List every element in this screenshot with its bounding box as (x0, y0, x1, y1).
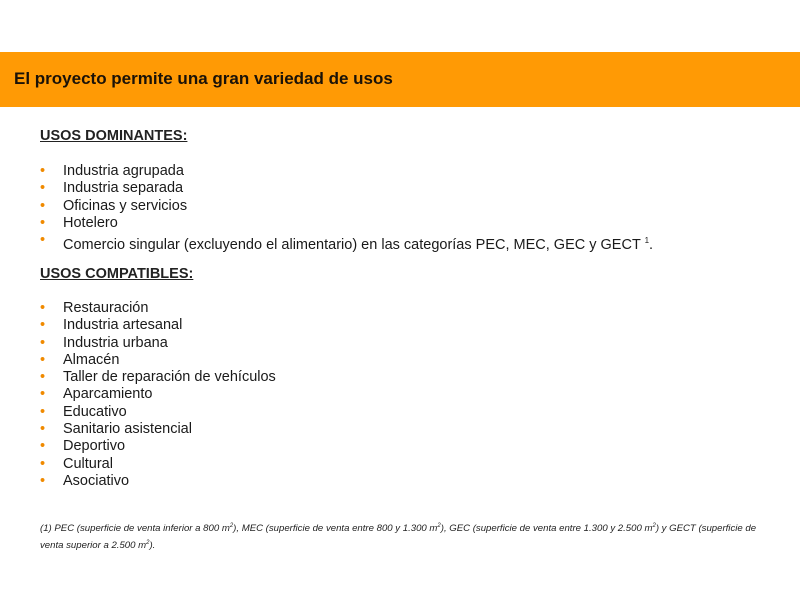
sup: 2 (229, 523, 234, 529)
bullet-icon: • (40, 403, 46, 420)
period: . (649, 237, 654, 254)
bullet-icon: • (40, 214, 46, 231)
footnote-text: ). (149, 540, 156, 551)
compatibles-list (40, 300, 276, 490)
footnote-text: ), GEC (superficie de venta entre 1.300 y 2.500 m (440, 523, 653, 534)
footnote-ref: 1 (644, 236, 650, 246)
list-item: • Hotelero (40, 214, 118, 231)
list-item: • Asociativo (40, 472, 130, 489)
list-item: • Educativo (40, 403, 127, 420)
bullet-icon: • (40, 197, 46, 214)
dominantes-list (40, 163, 654, 254)
bullet-icon: • (40, 317, 46, 334)
list-item: • Comercio singular (excluyendo el alimentario) en las categorías PEC, MEC, GEC y GECT $^1$. (40, 232, 654, 254)
compatibles-heading: USOS COMPATIBLES: (40, 266, 194, 282)
list-item: • Cultural (40, 455, 113, 472)
bullet-icon: • (40, 163, 46, 179)
footnote-text: ) y GECT (superficie de venta superior a 2.500 m (40, 523, 757, 551)
list-item: • Oficinas y servicios (40, 197, 188, 214)
bullet-icon: • (40, 232, 46, 249)
list-item: • Deportivo (40, 438, 126, 455)
bullet-icon: • (40, 334, 46, 351)
title-band (0, 52, 800, 107)
list-item: • Industria urbana (40, 334, 168, 351)
bullet-icon: • (40, 421, 46, 438)
list-item: • Aparcamiento (40, 386, 153, 403)
list-item: • Almacén (40, 351, 120, 368)
footnote (40, 519, 760, 553)
bullet-icon: • (40, 369, 46, 386)
sup: 2 (437, 523, 441, 529)
bullet-icon: • (40, 351, 46, 368)
bullet-icon: • (40, 300, 46, 316)
slide-title: El proyecto permite una gran variedad de usos (14, 69, 393, 88)
list-item: • Sanitario asistencial (40, 421, 192, 438)
list-item: • Industria agrupada (40, 163, 184, 179)
list-item: • Restauración (40, 300, 149, 316)
bullet-icon: • (40, 472, 46, 489)
list-item: • Industria artesanal (40, 317, 183, 334)
bullet-icon: • (40, 180, 46, 197)
bullet-icon: • (40, 438, 46, 455)
dominantes-heading: USOS DOMINANTES: (40, 128, 188, 144)
list-item: • Taller de reparación de vehículos (40, 369, 276, 386)
footnote-text: ), MEC (superficie de venta entre 800 y 1.300 m (233, 523, 438, 534)
sup: 2 (146, 540, 150, 546)
sup: 2 (652, 523, 656, 529)
list-item: • Industria separada (40, 180, 184, 197)
bullet-icon: • (40, 455, 46, 472)
bullet-icon: • (40, 386, 46, 403)
footnote-text: (1) PEC (superficie de venta inferior a 800 m (40, 523, 230, 534)
